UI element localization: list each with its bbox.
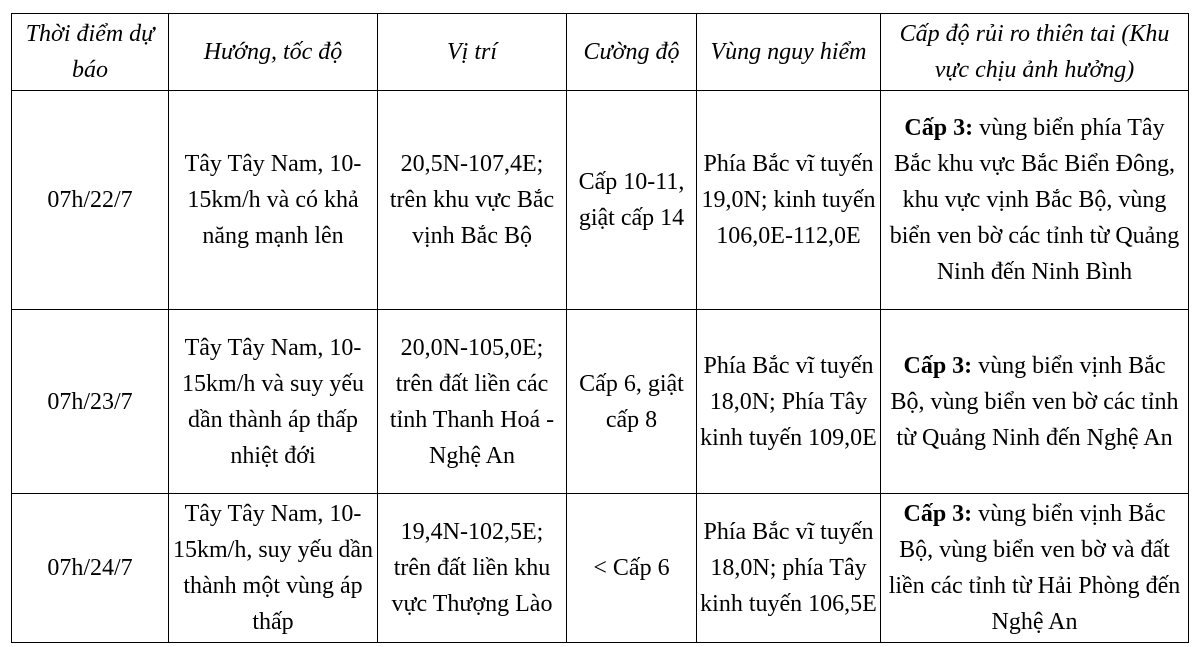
risk-level-label: Cấp 3:	[904, 115, 974, 141]
risk-area-text: vùng biển phía Tây Bắc khu vực Bắc Biển Đông, khu vực vịnh Bắc Bộ, vùng biển ven bờ các tỉnh từ Quảng Ninh đến Ninh Bình	[889, 115, 1180, 285]
cell-intensity: < Cấp 6	[567, 494, 697, 643]
cell-time: 07h/24/7	[12, 494, 169, 643]
risk-area-text: vùng biển vịnh Bắc Bộ, vùng biển ven bờ và đất liền các tỉnh từ Hải Phòng đến Nghệ An	[888, 501, 1181, 635]
cell-position: 19,4N-102,5E; trên đất liền khu vực Thượng Lào	[378, 494, 567, 643]
cell-risk	[881, 91, 1189, 310]
cell-risk	[881, 494, 1189, 643]
cell-time: 07h/23/7	[12, 310, 169, 494]
cell-direction-speed: Tây Tây Nam, 10-15km/h và suy yếu dần thành áp thấp nhiệt đới	[169, 310, 378, 494]
table-row	[12, 91, 1189, 310]
cell-danger-zone: Phía Bắc vĩ tuyến 19,0N; kinh tuyến 106,0E-112,0E	[697, 91, 881, 310]
header-danger-zone: Vùng nguy hiểm	[697, 14, 881, 91]
cell-position: 20,0N-105,0E; trên đất liền các tỉnh Thanh Hoá - Nghệ An	[378, 310, 567, 494]
cell-danger-zone: Phía Bắc vĩ tuyến 18,0N; phía Tây kinh tuyến 106,5E	[697, 494, 881, 643]
risk-area-text: vùng biển vịnh Bắc Bộ, vùng biển ven bờ các tỉnh từ Quảng Ninh đến Nghệ An	[890, 352, 1179, 451]
table-row	[12, 310, 1189, 494]
risk-level-label: Cấp 3:	[903, 352, 973, 379]
cell-position: 20,5N-107,4E; trên khu vực Bắc vịnh Bắc Bộ	[378, 91, 567, 310]
header-direction-speed: Hướng, tốc độ	[169, 14, 378, 91]
forecast-table	[11, 13, 1189, 643]
table-row	[12, 494, 1189, 643]
header-forecast-time: Thời điểm dự báo	[12, 14, 169, 91]
header-risk-level: Cấp độ rủi ro thiên tai (Khu vực chịu ảnh hưởng)	[881, 14, 1189, 91]
header-position: Vị trí	[378, 14, 567, 91]
cell-intensity: Cấp 6, giật cấp 8	[567, 310, 697, 494]
header-intensity: Cường độ	[567, 14, 697, 91]
risk-level-label: Cấp 3:	[903, 501, 973, 527]
cell-direction-speed: Tây Tây Nam, 10-15km/h và có khả năng mạnh lên	[169, 91, 378, 310]
cell-time: 07h/22/7	[12, 91, 169, 310]
cell-danger-zone: Phía Bắc vĩ tuyến 18,0N; Phía Tây kinh tuyến 109,0E	[697, 310, 881, 494]
cell-direction-speed: Tây Tây Nam, 10-15km/h, suy yếu dần thành một vùng áp thấp	[169, 494, 378, 643]
cell-intensity: Cấp 10-11, giật cấp 14	[567, 91, 697, 310]
cell-risk	[881, 310, 1189, 494]
table-header-row	[12, 14, 1189, 91]
